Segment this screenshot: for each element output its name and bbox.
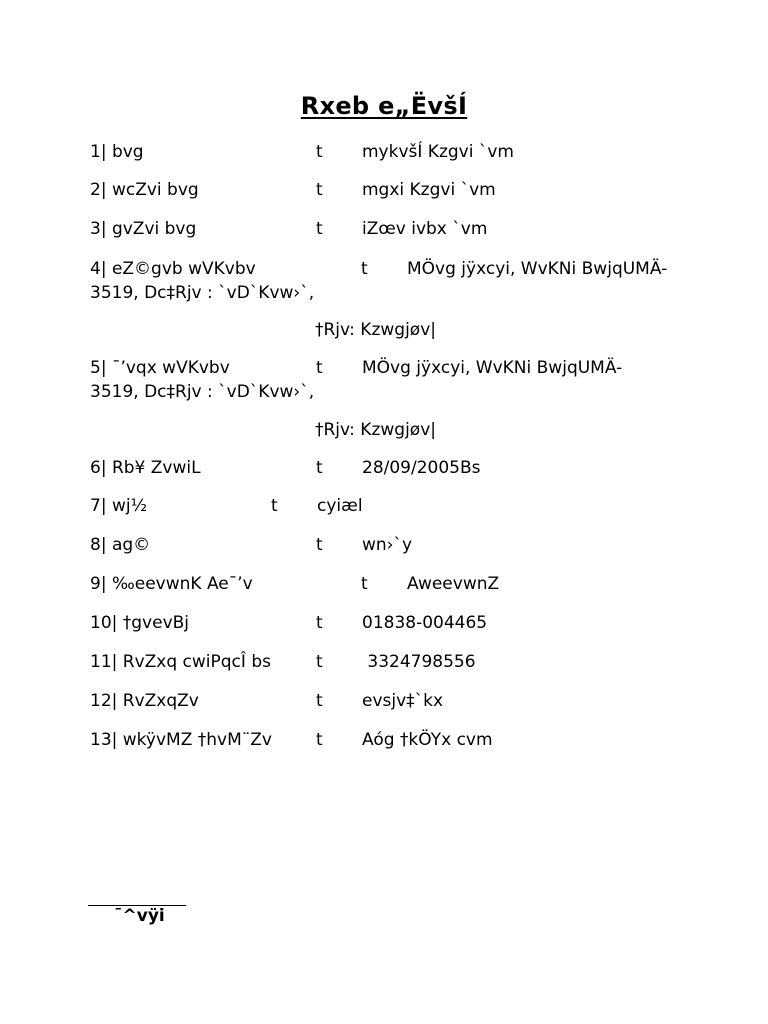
row-value: evsjv‡`kx bbox=[362, 691, 444, 711]
row-label: 6| Rb¥ ZvwiL bbox=[90, 458, 201, 478]
row-value: AweevwnZ bbox=[407, 574, 500, 594]
row-separator: t bbox=[316, 535, 323, 555]
row-separator: t bbox=[316, 142, 323, 162]
row-separator: t bbox=[271, 496, 278, 516]
row-label: 2| wcZvi bvg bbox=[90, 180, 199, 200]
row-value: iZœv ivbx `vm bbox=[362, 219, 488, 239]
row-separator: t bbox=[316, 652, 323, 672]
row-separator: t bbox=[316, 730, 323, 750]
row-label: 13| wkÿvMZ †hvM¨Zv bbox=[90, 730, 272, 750]
document-title: Rxeb e„ËvšÍ bbox=[300, 92, 468, 120]
row-value: 01838-004465 bbox=[362, 613, 488, 633]
row-label: 9| ‰eevwnK Ae¯’v bbox=[90, 574, 253, 594]
row-label: 4| eZ©gvb wVKvbv bbox=[90, 259, 256, 279]
address-district: †Rjv: Kzwgjøv| bbox=[315, 420, 436, 440]
address-district: †Rjv: Kzwgjøv| bbox=[315, 320, 436, 340]
row-label: 8| ag© bbox=[90, 535, 151, 555]
address-continuation: 3519, Dc‡Rjv : `vD`Kvw›`, bbox=[90, 382, 315, 402]
row-value: mykvšÍ Kzgvi `vm bbox=[362, 142, 514, 162]
row-separator: t bbox=[361, 259, 368, 279]
row-value: mgxi Kzgvi `vm bbox=[362, 180, 496, 200]
row-label: 5| ¯’vqx wVKvbv bbox=[90, 358, 230, 378]
row-separator: t bbox=[316, 219, 323, 239]
row-label: 3| gvZvi bvg bbox=[90, 219, 197, 239]
row-value: 28/09/2005Bs bbox=[362, 458, 481, 478]
row-value: Aóg †kÖYx cvm bbox=[362, 730, 493, 750]
row-separator: t bbox=[316, 358, 323, 378]
row-label: 10| †gvevBj bbox=[90, 613, 190, 633]
row-label: 7| wj½ bbox=[90, 496, 148, 516]
row-label: 1| bvg bbox=[90, 142, 144, 162]
signature-label: ¯^vÿi bbox=[114, 906, 165, 926]
row-separator: t bbox=[316, 613, 323, 633]
row-value: MÖvg jÿxcyi, WvKNi BwjqUMÄ- bbox=[407, 259, 668, 279]
address-continuation: 3519, Dc‡Rjv : `vD`Kvw›`, bbox=[90, 283, 315, 303]
row-value: MÖvg jÿxcyi, WvKNi BwjqUMÄ- bbox=[362, 358, 623, 378]
row-label: 11| RvZxq cwiPqcÎ bs bbox=[90, 652, 271, 672]
row-label: 12| RvZxqZv bbox=[90, 691, 199, 711]
row-separator: t bbox=[316, 458, 323, 478]
row-value: cyiæl bbox=[317, 496, 363, 516]
row-separator: t bbox=[361, 574, 368, 594]
row-separator: t bbox=[316, 691, 323, 711]
row-value: wn›`y bbox=[362, 535, 413, 555]
row-separator: t bbox=[316, 180, 323, 200]
row-value: 3324798556 bbox=[362, 652, 476, 672]
